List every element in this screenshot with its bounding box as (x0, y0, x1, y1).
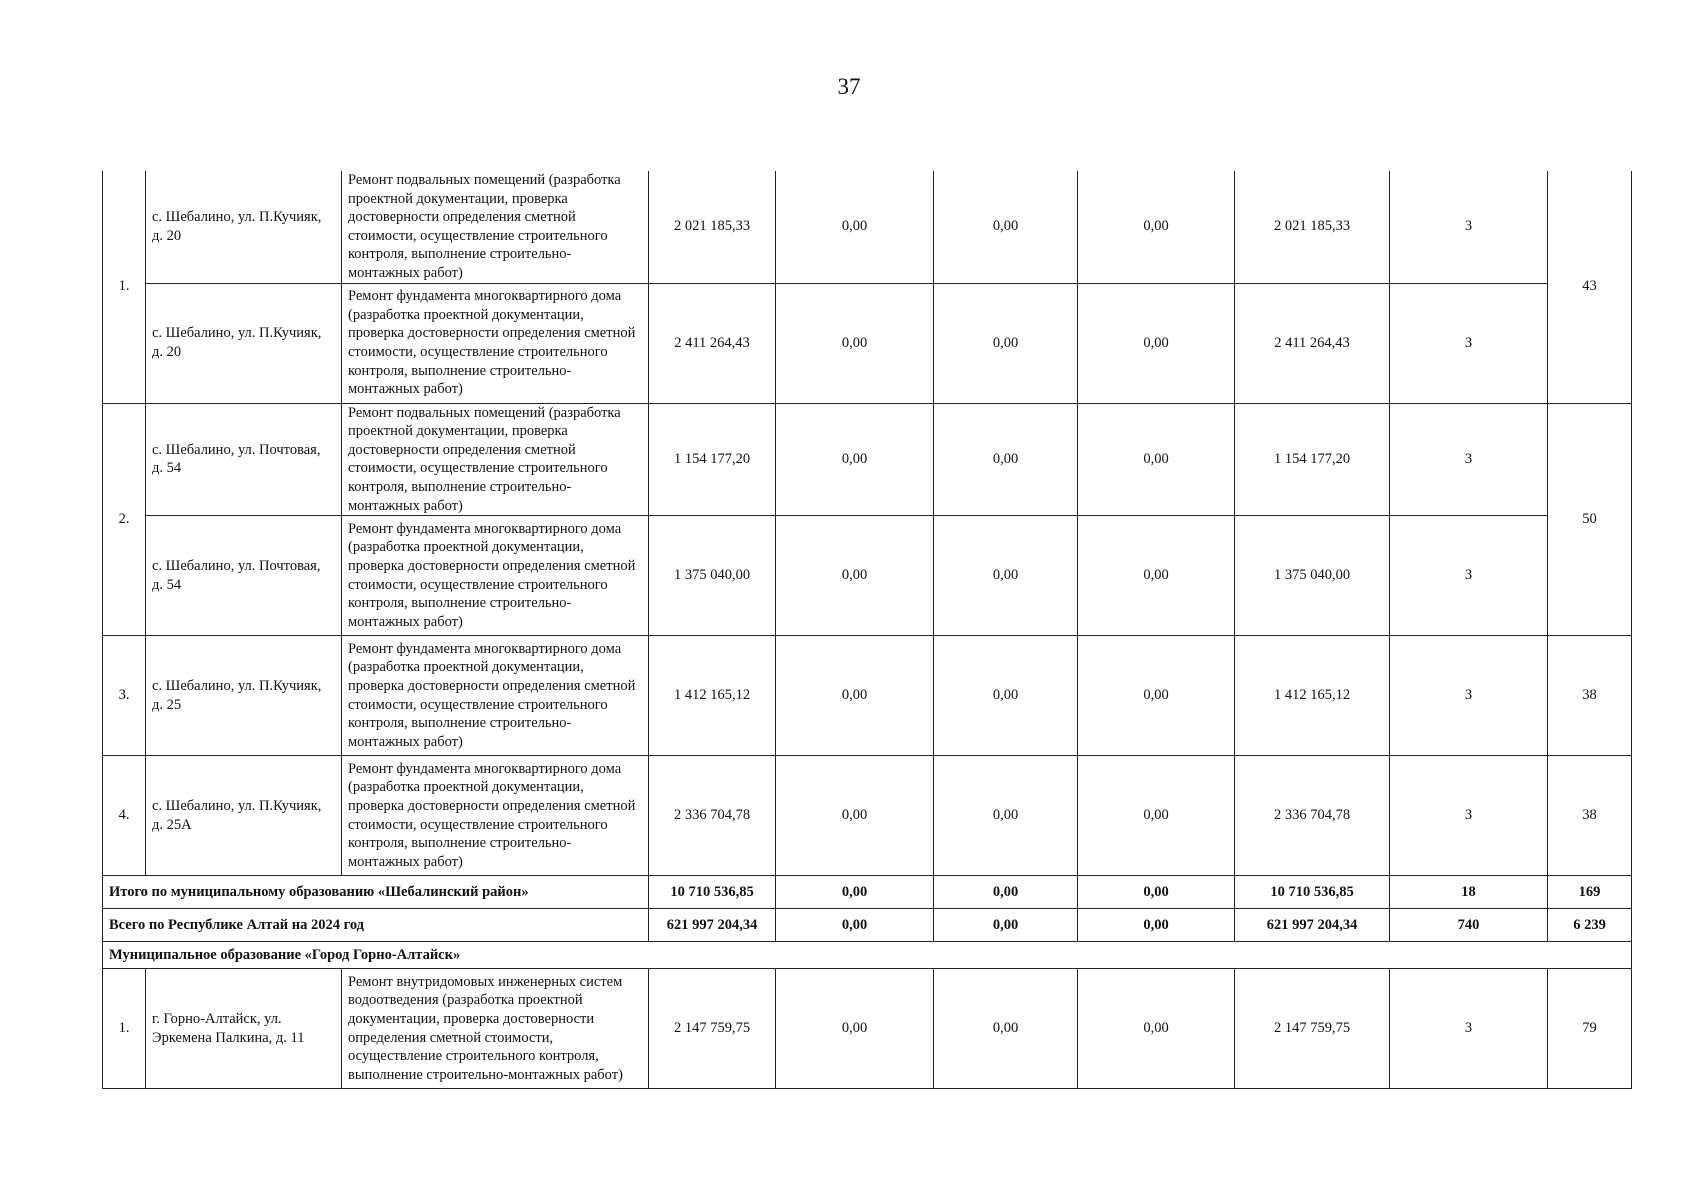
work-description-cell: Ремонт подвальных помещений (разработка проектной документации, проверка достоверности определения сметной стоимости, осуществление строительного контроля, выполнение строительно-монтажных работ) (342, 403, 649, 516)
table-row (103, 969, 1632, 1089)
total-count: 18 (1390, 876, 1548, 909)
fund-cell-3: 0,00 (934, 756, 1078, 876)
fund-cell-4: 0,00 (1078, 516, 1235, 636)
fund-cell-2: 0,00 (776, 403, 934, 516)
address-cell: с. Шебалино, ул. П.Кучияк, д. 25А (146, 756, 342, 876)
republic-total-row (103, 909, 1632, 942)
table-row (103, 403, 1632, 516)
total-label: Всего по Республике Алтай на 2024 год (103, 909, 649, 942)
cost-cell: 2 411 264,43 (649, 283, 776, 403)
count-cell: 3 (1390, 403, 1548, 516)
total-cost: 621 997 204,34 (649, 909, 776, 942)
repair-register-table (102, 171, 1632, 1089)
fund-cell-3: 0,00 (934, 636, 1078, 756)
row-number: 1. (103, 969, 146, 1089)
apartments-cell: 38 (1548, 636, 1632, 756)
fund-cell-4: 0,00 (1078, 636, 1235, 756)
total-count: 740 (1390, 909, 1548, 942)
total-cost-cell: 2 147 759,75 (1235, 969, 1390, 1089)
total-fund-3: 0,00 (934, 876, 1078, 909)
total-cost-cell: 2 336 704,78 (1235, 756, 1390, 876)
total-sum: 10 710 536,85 (1235, 876, 1390, 909)
apartments-cell: 43 (1548, 171, 1632, 403)
count-cell: 3 (1390, 756, 1548, 876)
total-cost-cell: 1 154 177,20 (1235, 403, 1390, 516)
fund-cell-2: 0,00 (776, 283, 934, 403)
fund-cell-4: 0,00 (1078, 403, 1235, 516)
total-fund-3: 0,00 (934, 909, 1078, 942)
fund-cell-2: 0,00 (776, 636, 934, 756)
total-cost: 10 710 536,85 (649, 876, 776, 909)
fund-cell-2: 0,00 (776, 516, 934, 636)
fund-cell-4: 0,00 (1078, 756, 1235, 876)
fund-cell-2: 0,00 (776, 756, 934, 876)
section-header: Муниципальное образование «Город Горно-Алтайск» (103, 942, 1632, 969)
fund-cell-3: 0,00 (934, 283, 1078, 403)
fund-cell-2: 0,00 (776, 969, 934, 1089)
cost-cell: 2 336 704,78 (649, 756, 776, 876)
total-label: Итого по муниципальному образованию «Шебалинский район» (103, 876, 649, 909)
fund-cell-4: 0,00 (1078, 171, 1235, 283)
fund-cell-4: 0,00 (1078, 969, 1235, 1089)
cost-cell: 1 412 165,12 (649, 636, 776, 756)
work-description-cell: Ремонт фундамента многоквартирного дома (разработка проектной документации, проверка достоверности определения сметной стоимости, осуществление строительного контроля, выполнение строительно-монтажных работ) (342, 636, 649, 756)
table-row (103, 756, 1632, 876)
apartments-cell: 38 (1548, 756, 1632, 876)
total-cost-cell: 2 021 185,33 (1235, 171, 1390, 283)
fund-cell-2: 0,00 (776, 171, 934, 283)
apartments-cell: 50 (1548, 403, 1632, 636)
work-description-cell: Ремонт фундамента многоквартирного дома (разработка проектной документации, проверка достоверности определения сметной стоимости, осуществление строительного контроля, выполнение строительно-монтажных работ) (342, 283, 649, 403)
total-cost-cell: 1 412 165,12 (1235, 636, 1390, 756)
table-row (103, 283, 1632, 403)
count-cell: 3 (1390, 636, 1548, 756)
fund-cell-3: 0,00 (934, 171, 1078, 283)
apartments-cell: 79 (1548, 969, 1632, 1089)
total-fund-2: 0,00 (776, 909, 934, 942)
total-sum: 621 997 204,34 (1235, 909, 1390, 942)
total-apartments: 6 239 (1548, 909, 1632, 942)
municipal-total-row (103, 876, 1632, 909)
address-cell: с. Шебалино, ул. П.Кучияк, д. 20 (146, 171, 342, 283)
cost-cell: 1 375 040,00 (649, 516, 776, 636)
table-body (103, 171, 1632, 1089)
address-cell: с. Шебалино, ул. Почтовая, д. 54 (146, 516, 342, 636)
row-number: 4. (103, 756, 146, 876)
total-cost-cell: 2 411 264,43 (1235, 283, 1390, 403)
address-cell: с. Шебалино, ул. П.Кучияк, д. 20 (146, 283, 342, 403)
row-number: 3. (103, 636, 146, 756)
total-fund-2: 0,00 (776, 876, 934, 909)
fund-cell-4: 0,00 (1078, 283, 1235, 403)
row-number: 2. (103, 403, 146, 636)
fund-cell-3: 0,00 (934, 969, 1078, 1089)
row-number: 1. (103, 171, 146, 403)
work-description-cell: Ремонт фундамента многоквартирного дома (разработка проектной документации, проверка достоверности определения сметной стоимости, осуществление строительного контроля, выполнение строительно-монтажных работ) (342, 516, 649, 636)
work-description-cell: Ремонт фундамента многоквартирного дома (разработка проектной документации, проверка достоверности определения сметной стоимости, осуществление строительного контроля, выполнение строительно-монтажных работ) (342, 756, 649, 876)
page-number: 37 (837, 74, 861, 99)
address-cell: с. Шебалино, ул. П.Кучияк, д. 25 (146, 636, 342, 756)
cost-cell: 2 147 759,75 (649, 969, 776, 1089)
count-cell: 3 (1390, 171, 1548, 283)
cost-cell: 1 154 177,20 (649, 403, 776, 516)
count-cell: 3 (1390, 516, 1548, 636)
table-row (103, 516, 1632, 636)
fund-cell-3: 0,00 (934, 403, 1078, 516)
count-cell: 3 (1390, 969, 1548, 1089)
total-fund-4: 0,00 (1078, 909, 1235, 942)
total-cost-cell: 1 375 040,00 (1235, 516, 1390, 636)
table-row (103, 636, 1632, 756)
address-cell: с. Шебалино, ул. Почтовая, д. 54 (146, 403, 342, 516)
address-cell: г. Горно-Алтайск, ул. Эркемена Палкина, д. 11 (146, 969, 342, 1089)
total-fund-4: 0,00 (1078, 876, 1235, 909)
cost-cell: 2 021 185,33 (649, 171, 776, 283)
fund-cell-3: 0,00 (934, 516, 1078, 636)
work-description-cell: Ремонт внутридомовых инженерных систем водоотведения (разработка проектной документации, проверка достоверности определения сметной стоимости, осуществление строительного контроля, выполнение строительно-монтажных работ) (342, 969, 649, 1089)
work-description-cell: Ремонт подвальных помещений (разработка проектной документации, проверка достоверности определения сметной стоимости, осуществление строительного контроля, выполнение строительно-монтажных работ) (342, 171, 649, 283)
count-cell: 3 (1390, 283, 1548, 403)
table-row (103, 171, 1632, 283)
section-header-row (103, 942, 1632, 969)
total-apartments: 169 (1548, 876, 1632, 909)
